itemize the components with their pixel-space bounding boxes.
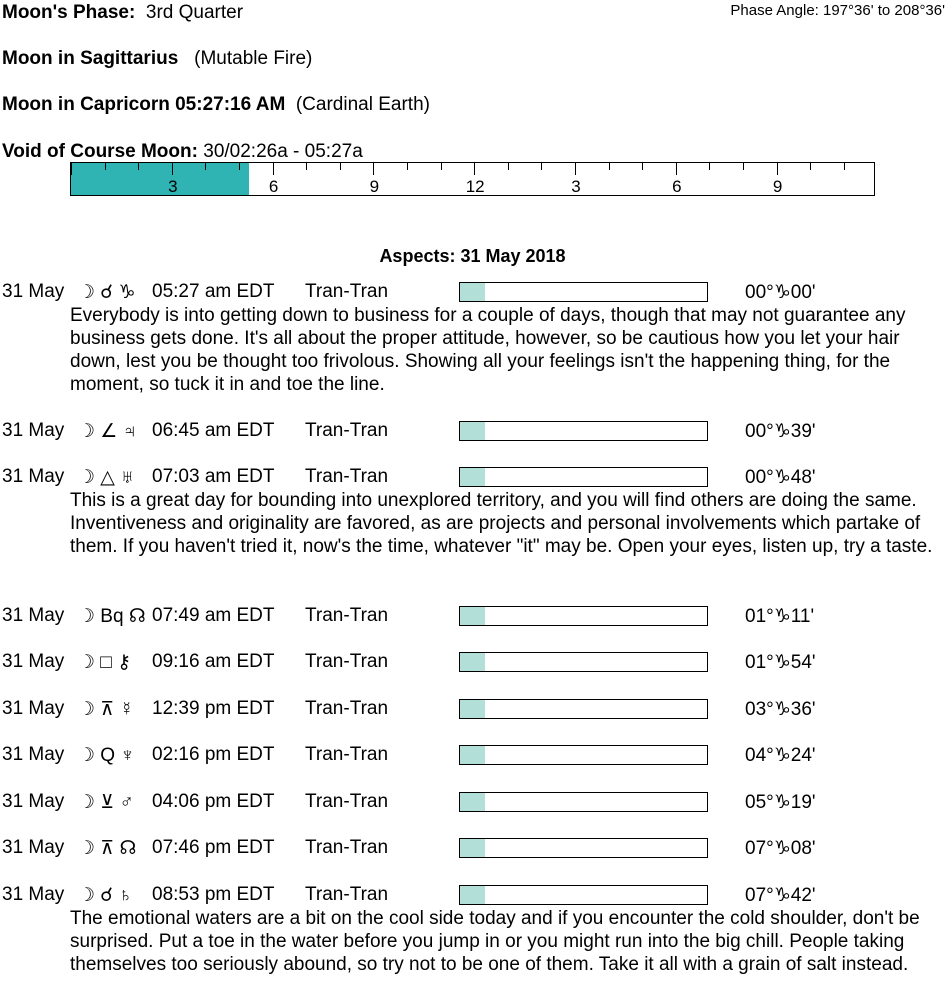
aspect-type: Tran-Tran [305,837,389,858]
aspect-position: 05°♑19' [745,791,816,813]
aspect-time: 12:39 pm EDT [152,697,275,719]
aspect-strength-fill [460,886,485,904]
timeline-label: 9 [369,177,380,196]
timeline-tick [138,163,139,170]
aspect-position: 03°♑36' [745,698,816,720]
aspect-glyphs: ☽ ☌ ♄ [78,884,133,906]
aspect-glyphs: ☽ ∠ ♃ [78,420,137,442]
aspects-title: Aspects: 31 May 2018 [379,246,566,266]
aspect-position: 07°♑08' [745,838,816,859]
timeline-tick [642,163,643,170]
timeline-label: 3 [571,177,581,196]
timeline-label: 9 [772,177,783,196]
timeline-tick [575,163,576,175]
aspect-time: 06:45 am EDT [152,419,275,441]
timeline-tick [407,163,408,170]
void-of-course-fill [71,163,249,195]
aspect-strength-fill [460,839,485,857]
aspect-glyphs: ☽ ⊻ ♂ [78,791,134,813]
aspect-time: 08:53 pm EDT [152,883,275,905]
timeline-label: 3 [168,177,178,196]
timeline-tick [844,163,845,170]
aspect-time: 04:06 pm EDT [152,790,275,812]
aspect-type: Tran-Tran [305,419,389,441]
aspect-date: 31 May [2,790,65,812]
aspect-strength-fill [460,422,485,440]
timeline-tick [71,163,72,175]
aspect-time: 02:16 pm EDT [152,744,275,765]
void-of-course-value: 30/02:26a - 05:27a [203,141,363,162]
timeline-tick [373,163,374,175]
aspect-type: Tran-Tran [305,744,389,765]
aspect-date: 31 May [2,883,65,905]
aspect-type: Tran-Tran [305,281,389,302]
aspect-time: 09:16 am EDT [152,651,275,672]
aspect-strength-fill [460,746,485,764]
timeline-tick [508,163,509,170]
aspect-type: Tran-Tran [305,883,389,905]
aspect-position: 00°♑48' [745,467,816,488]
aspect-type: Tran-Tran [305,790,389,812]
aspect-interpretation: This is a great day for bounding into unexplored territory, and you will find others are doing the same. Inventiveness and originality are favored, as are projects and personal involvements which partake of them. If you haven't tried it, now's the time, whatever "it" may be. Open your eyes, listen up, try a taste. [70,490,933,557]
aspect-strength-bar [459,467,708,487]
timeline-tick [709,163,710,170]
timeline-tick [743,163,744,170]
moon-phase-label: Moon's Phase: [2,2,136,23]
timeline-tick [239,163,240,170]
aspect-date: 31 May [2,837,65,858]
aspect-strength-fill [460,283,485,301]
timeline-tick [474,163,475,175]
timeline-tick [810,163,811,170]
aspect-date: 31 May [2,466,65,487]
timeline-tick [340,163,341,170]
aspect-strength-fill [460,653,485,671]
aspect-interpretation: Everybody is into getting down to business for a couple of days, though that may not guarantee any business gets done. It's all about the proper attitude, however, so be cautious how you let your hair down, lest you be thought too frivolous. Showing all your feelings isn't the happening thing, for the moment, so tuck it in and toe the line. [70,305,906,395]
aspect-glyphs: ☽ ☌ ♑ [78,282,136,303]
timeline-tick [172,163,173,175]
aspect-date: 31 May [2,651,65,672]
aspect-strength-bar [459,792,708,812]
void-of-course-line [2,141,363,163]
aspect-position: 04°♑24' [745,745,816,766]
aspect-strength-bar [459,838,708,858]
moon-sign-1: Moon in Sagittarius [2,48,179,69]
aspect-date: 31 May [2,604,65,626]
timeline-label: 6 [268,177,279,196]
timeline-tick [105,163,106,170]
aspect-position: 00°♑39' [745,420,816,442]
void-of-course-label: Void of Course Moon: [2,141,198,162]
aspect-type: Tran-Tran [305,466,389,487]
moon-phase-value: 3rd Quarter [145,2,244,23]
aspect-glyphs: ☽ Bq ☊ [78,605,146,627]
aspect-glyphs: ☽ △ ♅ [78,467,135,488]
aspect-interpretation: The emotional waters are a bit on the cool side today and if you encounter the cold shoulder, don't be surprised. Put a toe in the water before you jump in or you might run into the big chill. People taking themselves too seriously abound, so try not to be one of them. Take it all with a grain of salt instead. [70,907,920,975]
aspect-type: Tran-Tran [305,604,389,626]
aspect-time: 07:49 am EDT [152,604,275,626]
aspect-strength-bar [459,652,708,672]
timeline-tick [541,163,542,170]
aspect-strength-fill [460,793,485,811]
timeline-tick [306,163,307,170]
aspect-type: Tran-Tran [305,651,389,672]
timeline-tick [777,163,778,175]
aspect-strength-bar [459,699,708,719]
timeline-tick [676,163,677,175]
timeline-tick [205,163,206,170]
aspect-position: 01°♑11' [745,605,815,627]
aspect-time: 07:46 pm EDT [152,837,275,858]
timeline-tick [273,163,274,175]
aspect-strength-bar [459,885,708,905]
aspect-strength-fill [460,468,485,486]
void-of-course-timeline [70,162,875,196]
moon-phase-line [2,2,243,24]
timeline-label: 6 [672,177,682,196]
timeline-tick [441,163,442,170]
aspect-time: 07:03 am EDT [152,466,275,487]
aspect-type: Tran-Tran [305,697,389,719]
aspect-glyphs: ☽ ⊼ ☿ [78,698,134,720]
aspect-strength-bar [459,282,708,302]
aspect-strength-fill [460,700,485,718]
moon-sign-1-quality: (Mutable Fire) [194,48,313,69]
aspect-glyphs: ☽ Q ♆ [78,745,135,766]
aspect-date: 31 May [2,281,65,302]
aspect-strength-bar [459,606,708,626]
aspect-time: 05:27 am EDT [152,281,275,302]
moon-sign-2: Moon in Capricorn 05:27:16 AM [2,94,286,115]
aspect-glyphs: ☽ □ ⚷ [78,652,131,673]
timeline-label: 12 [465,177,485,196]
aspect-date: 31 May [2,744,65,765]
aspect-strength-bar [459,421,708,441]
aspect-date: 31 May [2,697,65,719]
aspect-position: 01°♑54' [745,652,816,673]
aspect-position: 00°♑00' [745,282,816,303]
moon-sign-2-quality: (Cardinal Earth) [295,94,430,115]
aspect-strength-fill [460,607,485,625]
phase-angle: Phase Angle: 197°36' to 208°36' [730,2,945,19]
aspect-date: 31 May [2,419,65,441]
moon-sign-line-1 [2,48,312,70]
moon-sign-line-2 [2,94,430,116]
timeline-tick [609,163,610,170]
aspect-glyphs: ☽ ⊼ ☊ [78,838,137,859]
aspect-position: 07°♑42' [745,884,816,906]
aspect-strength-bar [459,745,708,765]
